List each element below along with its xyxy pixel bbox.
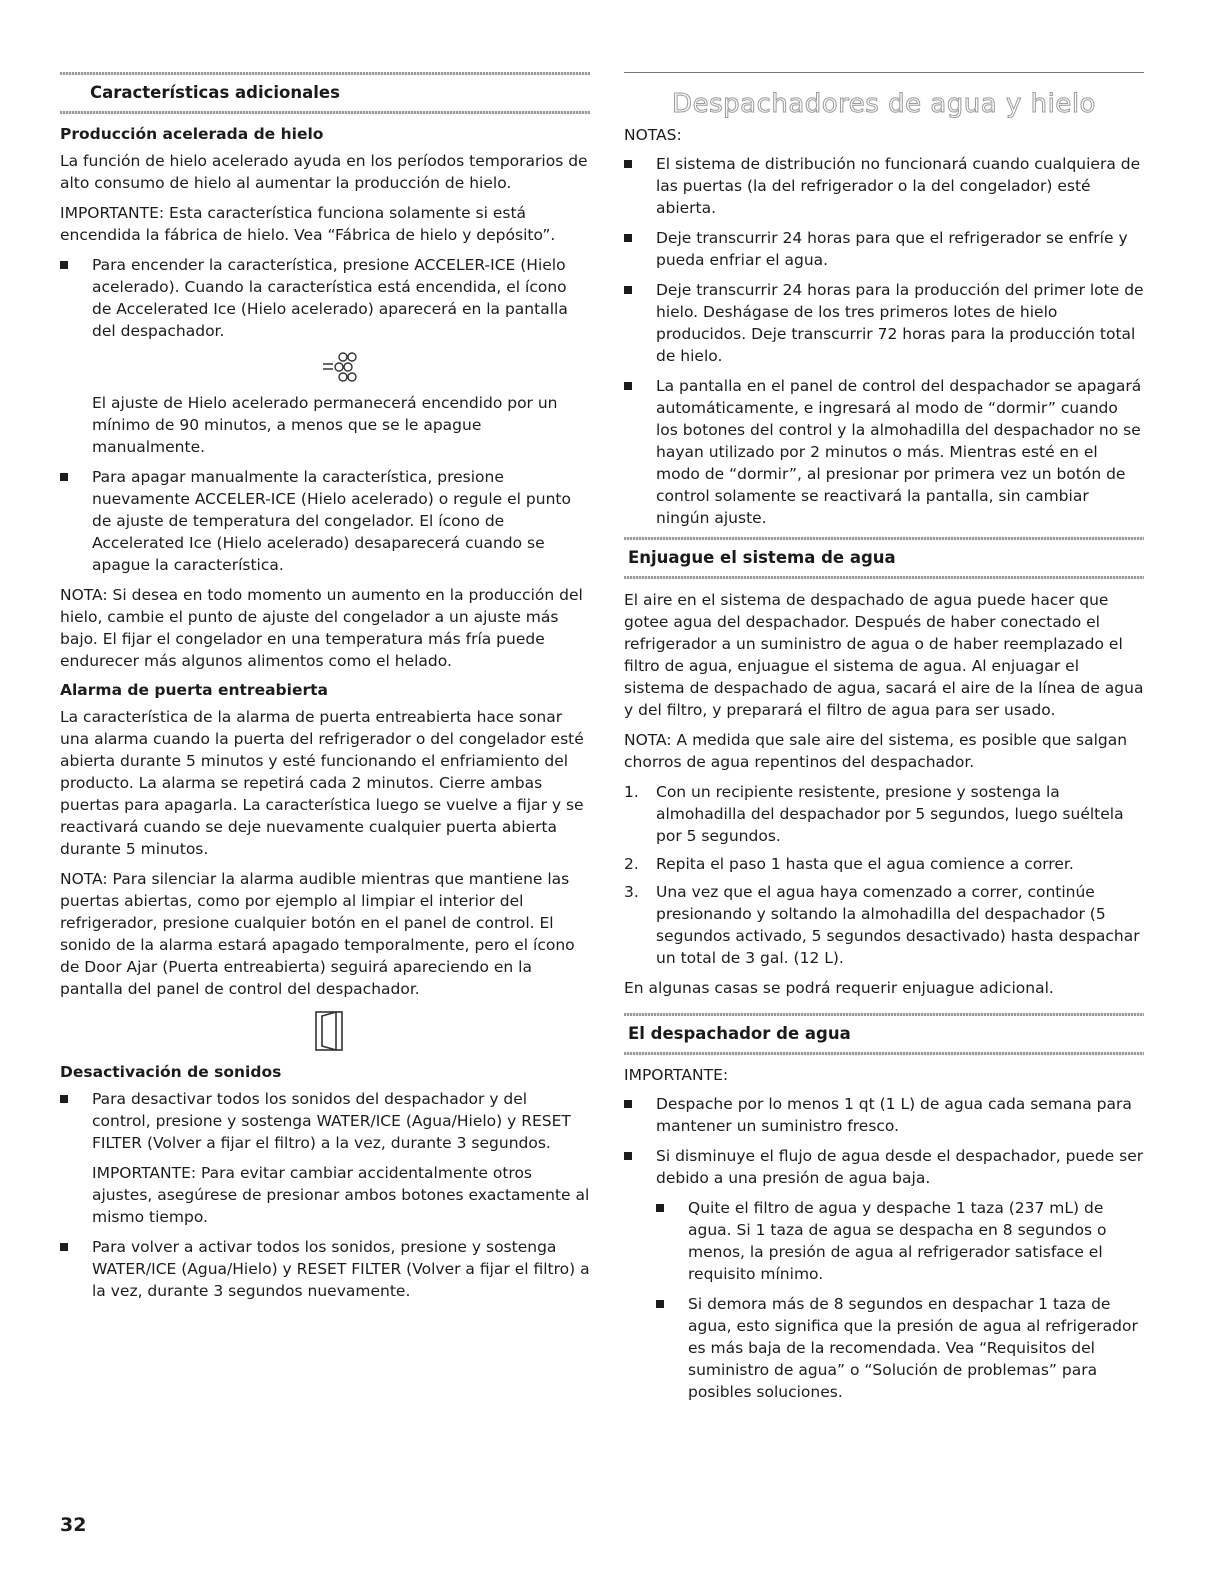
important-text: Esta característica funciona solamente si está encendida la fábrica de hielo. Vea “Fábrica de hielo y depósito”.	[60, 204, 556, 244]
list-item-text: Para desactivar todos los sonidos del despachador y del control, presione y sostenga WATER/ICE (Agua/Hielo) y RESET FILTER (Volver a fijar el filtro) a la vez, durante 3 segundos.	[92, 1090, 571, 1152]
list-item	[624, 1093, 1144, 1137]
note	[60, 868, 590, 1000]
heading-door-ajar-alarm: Alarma de puerta entreabierta	[60, 681, 328, 699]
note-label: NOTA:	[60, 586, 108, 604]
heading-sound-deactivation: Desactivación de sonidos	[60, 1063, 282, 1081]
step-number: 2.	[624, 855, 639, 873]
sub-bullet-list	[656, 1197, 1144, 1403]
accelerated-ice-icon	[321, 350, 361, 384]
section-header-additional-features	[60, 72, 590, 114]
right-column	[624, 72, 1144, 1411]
bullet-square-icon	[624, 160, 632, 168]
section-header-water-dispenser	[624, 1013, 1144, 1055]
list-item	[60, 1236, 590, 1302]
list-item	[60, 1088, 590, 1228]
list-item	[624, 279, 1144, 367]
paragraph: La característica de la alarma de puerta entreabierta hace sonar una alarma cuando la puerta del refrigerador o del congelador esté abierta durante 5 minutos y esté funcionando el enfriamiento del producto. La alarma se repetirá cada 2 minutos. Cierre ambas puertas para apagarla. La característica luego se vuelve a fijar y se reactivará cuando se deje nuevamente cualquier puerta abierta durante 5 minutos.	[60, 708, 584, 858]
step-text: Repita el paso 1 hasta que el agua comience a correr.	[656, 855, 1074, 873]
section-header-flush	[624, 537, 1144, 579]
list-item-text: Despache por lo menos 1 qt (1 L) de agua cada semana para mantener un suministro fresco.	[656, 1095, 1132, 1135]
section-title: El despachador de agua	[628, 1024, 851, 1043]
bullet-square-icon	[656, 1204, 664, 1212]
list-item	[624, 1145, 1144, 1403]
steps-list	[624, 781, 1144, 969]
note-text: Para silenciar la alarma audible mientras que mantiene las puertas abiertas, como por ejemplo al limpiar el interior del refrigerador, presione cualquier botón en el panel de control. El sonido de la alarma estará apagado temporalmente, pero el ícono de Door Ajar (Puerta entreabierta) seguirá apareciendo en la pantalla del panel de control del despachador.	[60, 870, 575, 998]
important-label: IMPORTANTE:	[60, 204, 165, 222]
paragraph: En algunas casas se podrá requerir enjuague adicional.	[624, 979, 1054, 997]
bullet-square-icon	[60, 1095, 68, 1103]
list-item-text: Para encender la característica, presione ACCELER-ICE (Hielo acelerado). Cuando la característica está encendida, el ícono de Accelerated Ice (Hielo acelerado) aparecerá en la pantalla del despachador.	[92, 256, 568, 340]
list-item-text: Para apagar manualmente la característica, presione nuevamente ACCELER-ICE (Hielo acelerado) o regule el punto de ajuste de temperatura del congelador. El ícono de Accelerated Ice (Hielo acelerado) desaparecerá cuando se apague la característica.	[92, 468, 571, 574]
notes-label: NOTAS:	[624, 126, 682, 144]
bullet-list	[60, 1088, 590, 1302]
bullet-square-icon	[60, 1243, 68, 1251]
bullet-square-icon	[656, 1300, 664, 1308]
section-bottom-rule	[624, 576, 1144, 579]
important-text: Para evitar cambiar accidentalmente otros ajustes, asegúrese de presionar ambos botones exactamente al mismo tiempo.	[92, 1164, 590, 1226]
section-bottom-rule	[624, 1052, 1144, 1055]
note-label: NOTA:	[60, 870, 108, 888]
list-item-text: El sistema de distribución no funcionará cuando cualquiera de las puertas (la del refrigerador o la del congelador) esté abierta.	[656, 155, 1141, 217]
page-number: 32	[60, 1514, 87, 1536]
list-item-text: Para volver a activar todos los sonidos, presione y sostenga WATER/ICE (Agua/Hielo) y RESET FILTER (Volver a fijar el filtro) a la vez, durante 3 segundos nuevamente.	[92, 1238, 590, 1300]
step-item	[624, 881, 1144, 969]
bullet-square-icon	[60, 261, 68, 269]
bullet-list	[624, 1093, 1144, 1403]
step-number: 3.	[624, 883, 639, 901]
note-label: NOTA:	[624, 731, 672, 749]
left-column	[60, 72, 590, 1310]
list-item-text: Deje transcurrir 24 horas para la producción del primer lote de hielo. Deshágase de los tres primeros lotes de hielo producidos. Deje transcurrir 72 horas para la producción total de hielo.	[656, 281, 1144, 365]
notes-list	[624, 153, 1144, 529]
bullet-square-icon	[60, 473, 68, 481]
bullet-square-icon	[624, 286, 632, 294]
section-title: Características adicionales	[90, 83, 340, 102]
list-item	[60, 254, 590, 458]
sub-list-item	[656, 1197, 1144, 1285]
list-item-followup: El ajuste de Hielo acelerado permanecerá encendido por un mínimo de 90 minutos, a menos que se le apague manualmente.	[92, 394, 558, 456]
list-item	[624, 375, 1144, 529]
sub-list-item-text: Quite el filtro de agua y despache 1 taza (237 mL) de agua. Si 1 taza de agua se despacha en 8 segundos o menos, la presión de agua al refrigerador satisface el requisito mínimo.	[688, 1199, 1107, 1283]
bullet-square-icon	[624, 1100, 632, 1108]
note-text: Si desea en todo momento un aumento en la producción del hielo, cambie el punto de ajuste del congelador a un ajuste más bajo. El fijar el congelador en una temperatura más fría puede endurecer más algunos alimentos como el helado.	[60, 586, 583, 670]
heading-accelerated-ice: Producción acelerada de hielo	[60, 125, 324, 143]
list-item-text: Deje transcurrir 24 horas para que el refrigerador se enfríe y pueda enfriar el agua.	[656, 229, 1128, 269]
step-text: Con un recipiente resistente, presione y sostenga la almohadilla del despachador por 5 segundos, luego suéltela por 5 segundos.	[656, 783, 1124, 845]
section-title: Enjuague el sistema de agua	[628, 548, 896, 567]
important-note	[92, 1162, 590, 1228]
step-text: Una vez que el agua haya comenzado a correr, continúe presionando y soltando la almohadilla del despachador (5 segundos activado, 5 segundos desactivado) hasta despachar un total de 3 gal. (12 L).	[656, 883, 1140, 967]
important-note	[60, 202, 590, 246]
bullet-square-icon	[624, 1152, 632, 1160]
bullet-list	[60, 254, 590, 576]
note	[624, 729, 1144, 773]
paragraph: La función de hielo acelerado ayuda en los períodos temporarios de alto consumo de hielo al aumentar la producción de hielo.	[60, 152, 588, 192]
note-text: A medida que sale aire del sistema, es posible que salgan chorros de agua repentinos del despachador.	[624, 731, 1128, 771]
paragraph: El aire en el sistema de despachado de agua puede hacer que gotee agua del despachador. Después de haber conectado el refrigerador a un suministro de agua o de haber reemplazado el filtro de agua, enjuague el sistema de agua. Al enjuagar el sistema de despachado de agua, sacará el aire de la línea de agua y del filtro, y preparará el filtro de agua para ser usado.	[624, 591, 1144, 719]
page-title: Despachadores de agua y hielo	[672, 89, 1096, 119]
list-item	[624, 227, 1144, 271]
sub-list-item	[656, 1293, 1144, 1403]
bullet-square-icon	[624, 382, 632, 390]
step-number: 1.	[624, 783, 639, 801]
section-bottom-rule	[60, 111, 590, 114]
list-item-text: La pantalla en el panel de control del despachador se apagará automáticamente, e ingresará al modo de “dormir” cuando los botones del control y la almohadilla del despachador no se hayan utilizado por 2 minutos o más. Mientras esté en el modo de “dormir”, al presionar por primera vez un botón de control solamente se reactivará la pantalla, sin cambiar ningún ajuste.	[656, 377, 1142, 527]
sub-list-item-text: Si demora más de 8 segundos en despachar 1 taza de agua, esto significa que la presión de agua al refrigerador es más baja de la recomendada. Vea “Requisitos del suministro de agua” o “Solución de problemas” para posibles soluciones.	[688, 1295, 1138, 1401]
step-item	[624, 781, 1144, 847]
top-rule	[624, 72, 1144, 73]
list-item-text: Si disminuye el flujo de agua desde el despachador, puede ser debido a una presión de agua baja.	[656, 1147, 1144, 1187]
note	[60, 584, 590, 672]
list-item	[60, 466, 590, 576]
bullet-square-icon	[624, 234, 632, 242]
step-item	[624, 853, 1144, 875]
door-ajar-icon	[60, 1008, 590, 1054]
important-label: IMPORTANTE:	[624, 1066, 729, 1084]
list-item	[624, 153, 1144, 219]
important-label: IMPORTANTE:	[92, 1164, 197, 1182]
